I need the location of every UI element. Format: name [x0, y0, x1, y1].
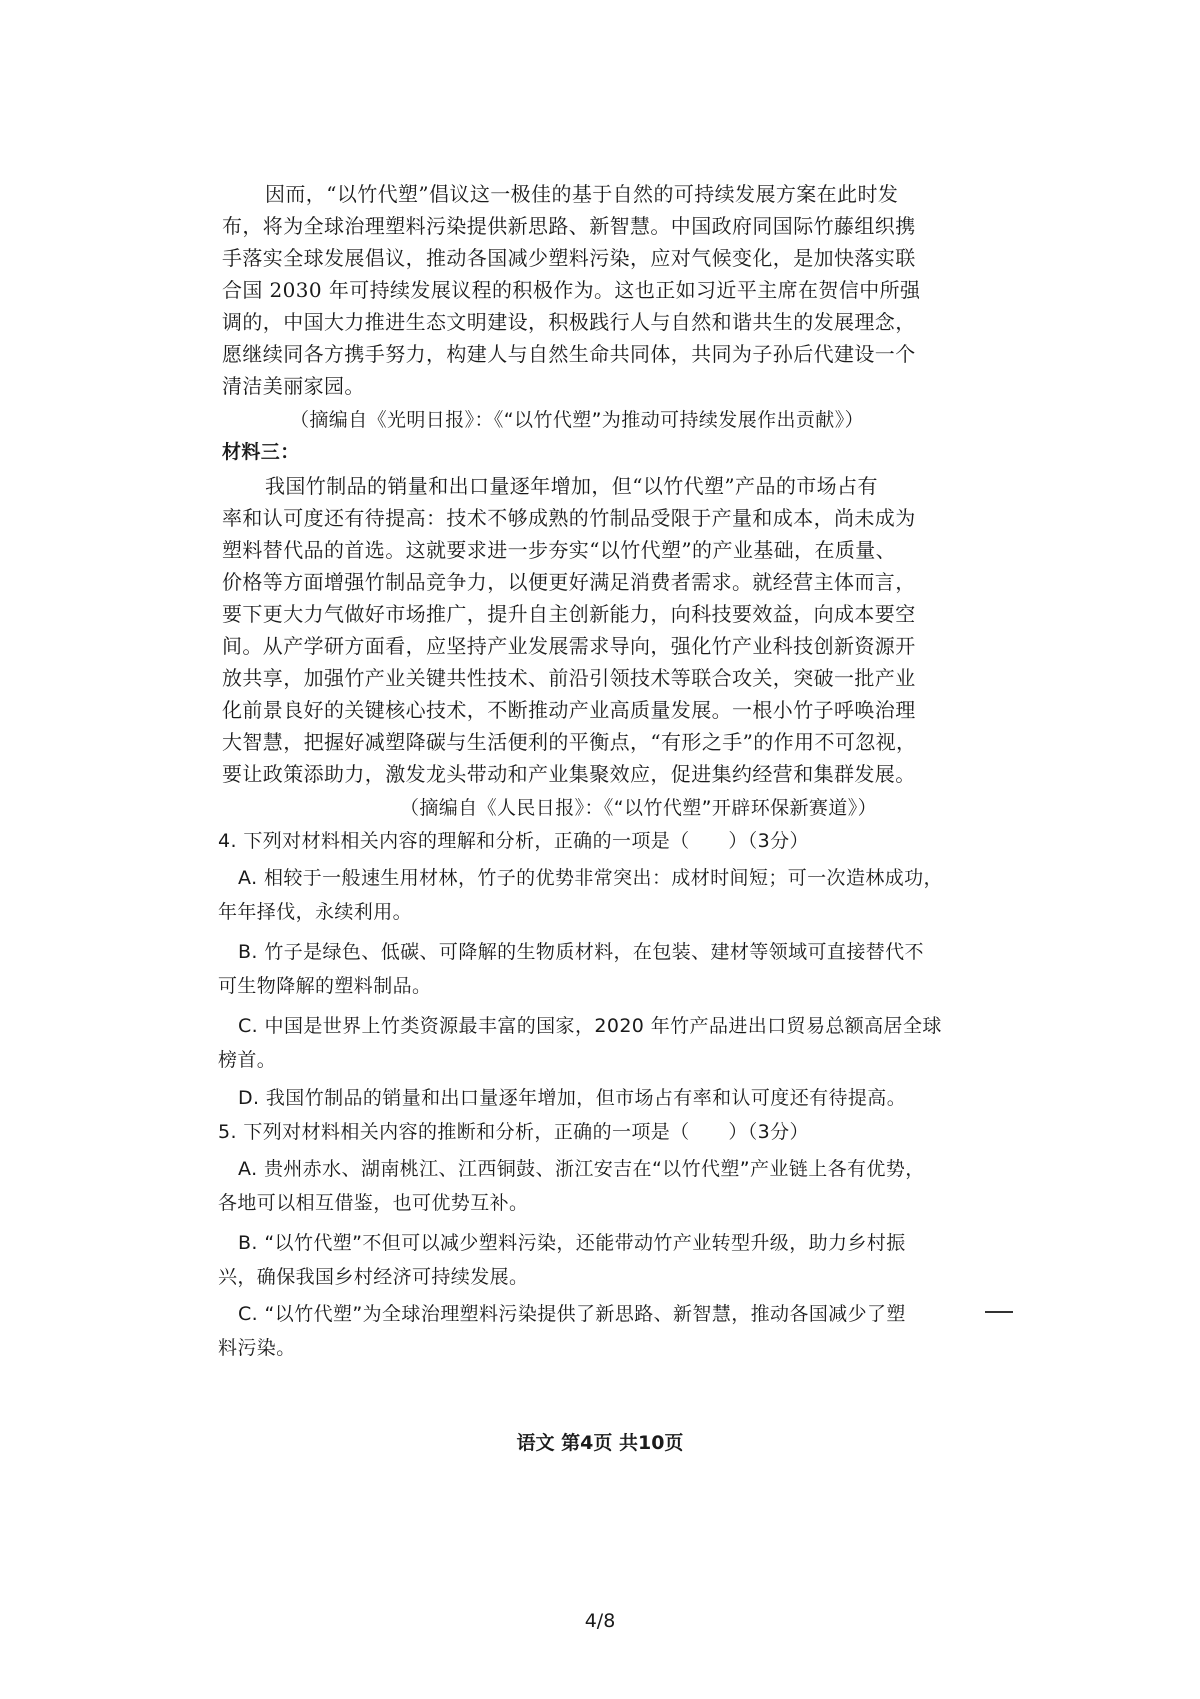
material3-line: 间。从产学研方面看，应坚持产业发展需求导向，强化竹产业科技创新资源开	[222, 634, 916, 658]
question-4-option-a-cont: 年年择伐，永续利用。	[218, 901, 413, 923]
material3-line: 率和认可度还有待提高：技术不够成熟的竹制品受限于产量和成本，尚未成为	[222, 506, 916, 530]
material3-line: 大智慧，把握好减塑降碳与生活便利的平衡点，“有形之手”的作用不可忽视，	[222, 730, 917, 754]
material2-line: 清洁美丽家园。	[222, 374, 365, 398]
question-4-option-b-cont: 可生物降解的塑料制品。	[218, 975, 432, 997]
material2-line: 合国 2030 年可持续发展议程的积极作为。这也正如习近平主席在贺信中所强	[222, 278, 921, 302]
material3-source: （摘编自《人民日报》：《“以竹代塑”开辟环保新赛道》）	[400, 797, 877, 819]
document-page-number: 4/8	[584, 1610, 616, 1632]
material2-line: 手落实全球发展倡议，推动各国减少塑料污染，应对气候变化，是加快落实联	[222, 246, 916, 270]
question-5-option-a-cont: 各地可以相互借鉴，也可优势互补。	[218, 1192, 529, 1214]
question-4-stem: 4. 下列对材料相关内容的理解和分析，正确的一项是（ ）（3分）	[218, 830, 809, 852]
material3-line: 放共享，加强竹产业关键共性技术、前沿引领技术等联合攻关，突破一批产业	[222, 666, 916, 690]
exam-footer: 语文 第4页 共10页	[516, 1432, 684, 1454]
question-5-option-c-cont: 料污染。	[218, 1337, 296, 1359]
question-5-option-a: A. 贵州赤水、湖南桃江、江西铜鼓、浙江安吉在“以竹代塑”产业链上各有优势，	[238, 1158, 925, 1180]
question-4-option-d: D. 我国竹制品的销量和出口量逐年增加，但市场占有率和认可度还有待提高。	[238, 1087, 907, 1109]
material3-heading: 材料三：	[222, 441, 300, 463]
material2-line: 因而，“以竹代塑”倡议这一极佳的基于自然的可持续发展方案在此时发	[265, 182, 899, 206]
material2-line: 布，将为全球治理塑料污染提供新思路、新智慧。中国政府同国际竹藤组织携	[222, 214, 916, 238]
question-5-option-b-cont: 兴，确保我国乡村经济可持续发展。	[218, 1266, 529, 1288]
material3-line: 化前景良好的关键核心技术，不断推动产业高质量发展。一根小竹子呼唤治理	[222, 698, 916, 722]
question-4-option-a: A. 相较于一般速生用材林，竹子的优势非常突出：成材时间短；可一次造林成功，	[238, 867, 943, 889]
question-5-option-c: C. “以竹代塑”为全球治理塑料污染提供了新思路、新智慧，推动各国减少了塑	[238, 1303, 906, 1325]
question-4-option-b: B. 竹子是绿色、低碳、可降解的生物质材料，在包装、建材等领域可直接替代不	[238, 941, 924, 963]
question-5-option-b: B. “以竹代塑”不但可以减少塑料污染，还能带动竹产业转型升级，助力乡村振	[238, 1232, 906, 1254]
question-4-option-c: C. 中国是世界上竹类资源最丰富的国家，2020 年竹产品进出口贸易总额高居全球	[238, 1015, 942, 1037]
material3-line: 我国竹制品的销量和出口量逐年增加，但“以竹代塑”产品的市场占有	[265, 474, 878, 498]
material3-line: 塑料替代品的首选。这就要求进一步夯实“以竹代塑”的产业基础，在质量、	[222, 538, 897, 562]
question-4-option-c-cont: 榜首。	[218, 1049, 277, 1071]
material3-line: 要下更大力气做好市场推广，提升自主创新能力，向科技要效益，向成本要空	[222, 602, 916, 626]
material2-line: 调的，中国大力推进生态文明建设，积极践行人与自然和谐共生的发展理念，	[222, 310, 916, 334]
material2-line: 愿继续同各方携手努力，构建人与自然生命共同体，共同为子孙后代建设一个	[222, 342, 916, 366]
scan-mark	[985, 1311, 1013, 1313]
material3-line: 价格等方面增强竹制品竞争力，以便更好满足消费者需求。就经营主体而言，	[222, 570, 916, 594]
material2-source: （摘编自《光明日报》：《“以竹代塑”为推动可持续发展作出贡献》）	[290, 409, 864, 431]
question-5-stem: 5. 下列对材料相关内容的推断和分析，正确的一项是（ ）（3分）	[218, 1121, 809, 1143]
material3-line: 要让政策添助力，激发龙头带动和产业集聚效应，促进集约经营和集群发展。	[222, 762, 916, 786]
